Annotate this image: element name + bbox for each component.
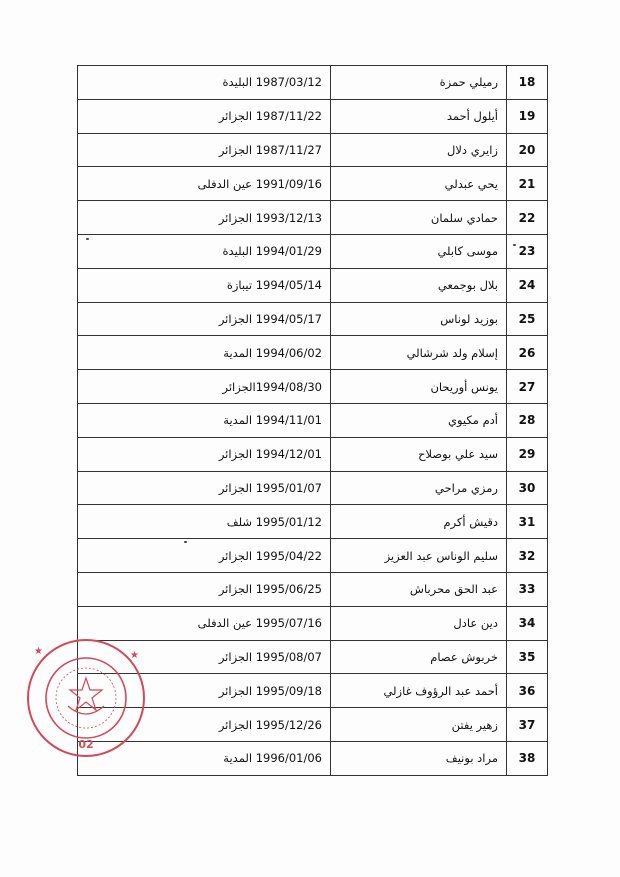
birth-date-place-cell: 1987/11/27 الجزائر (78, 134, 331, 168)
table-row (78, 742, 548, 776)
row-number-cell: 18 (507, 66, 548, 100)
table-row (78, 100, 548, 134)
birth-date-place-cell: 1995/07/16 عين الدفلى (78, 607, 331, 641)
birth-date-place-cell: 1996/01/06 المدية (78, 742, 331, 776)
name-cell: بوزيد لوناس (331, 303, 507, 337)
row-number-cell: 28 (507, 404, 548, 438)
name-cell: سيد علي بوصلاح (331, 438, 507, 472)
name-cell: دين عادل (331, 607, 507, 641)
name-cell: رمزي مراحي (331, 472, 507, 506)
name-cell: حمادي سلمان (331, 201, 507, 235)
name-cell: إسلام ولد شرشالي (331, 336, 507, 370)
birth-date-place-cell: 1995/09/18 الجزائر (78, 674, 331, 708)
birth-date-place-cell: 1994/05/14 تيبازة (78, 269, 331, 303)
birth-date-place-cell: 1993/12/13 الجزائر (78, 201, 331, 235)
row-number-cell: 36 (507, 674, 548, 708)
row-number-cell: 19 (507, 100, 548, 134)
speck (513, 244, 516, 246)
name-cell: خربوش عصام (331, 641, 507, 675)
name-cell: رميلي حمزة (331, 66, 507, 100)
birth-date-place-cell: 1995/06/25 الجزائر (78, 573, 331, 607)
row-number-cell: 35 (507, 641, 548, 675)
birth-date-place-cell: 1995/12/26 الجزائر (78, 708, 331, 742)
table-row (78, 539, 548, 573)
birth-date-place-cell: 1995/08/07 الجزائر (78, 641, 331, 675)
row-number-cell: 26 (507, 336, 548, 370)
table-row (78, 438, 548, 472)
table-row (78, 66, 548, 100)
row-number-cell: 22 (507, 201, 548, 235)
name-cell: عبد الحق محرباش (331, 573, 507, 607)
table-row (78, 370, 548, 404)
table-row (78, 134, 548, 168)
birth-date-place-cell: 1994/12/01 الجزائر (78, 438, 331, 472)
table-row (78, 167, 548, 201)
name-cell: يحي عبدلي (331, 167, 507, 201)
row-number-cell: 31 (507, 505, 548, 539)
birth-date-place-cell: 1991/09/16 عين الدفلى (78, 167, 331, 201)
table-row (78, 201, 548, 235)
stamp-number: 02 (78, 738, 94, 751)
row-number-cell: 34 (507, 607, 548, 641)
row-number-cell: 24 (507, 269, 548, 303)
table-row (78, 674, 548, 708)
birth-date-place-cell: 1994/06/02 المدية (78, 336, 331, 370)
row-number-cell: 30 (507, 472, 548, 506)
birth-date-place-cell: 1994/01/29 البليدة (78, 235, 331, 269)
birth-date-place-cell: 1995/04/22 الجزائر (78, 539, 331, 573)
table-row (78, 641, 548, 675)
speck (86, 238, 89, 240)
name-cell: دقيش أكرم (331, 505, 507, 539)
birth-date-place-cell: 1987/11/22 الجزائر (78, 100, 331, 134)
svg-text:★: ★ (34, 646, 43, 657)
birth-date-place-cell: 1994/11/01 المدية (78, 404, 331, 438)
birth-date-place-cell: 1995/01/12 شلف (78, 505, 331, 539)
row-number-cell: 33 (507, 573, 548, 607)
table-row (78, 607, 548, 641)
row-number-cell: 32 (507, 539, 548, 573)
name-cell: أحمد عبد الرؤوف غازلي (331, 674, 507, 708)
name-cell: أدم مكيوي (331, 404, 507, 438)
row-number-cell: 20 (507, 134, 548, 168)
row-number-cell: 23 (507, 235, 548, 269)
row-number-cell: 29 (507, 438, 548, 472)
name-cell: يونس أوريحان (331, 370, 507, 404)
svg-text:★: ★ (130, 650, 139, 661)
row-number-cell: 25 (507, 303, 548, 337)
table-row (78, 573, 548, 607)
official-stamp (24, 636, 148, 760)
row-number-cell: 38 (507, 742, 548, 776)
name-cell: سليم الوناس عبد العزيز (331, 539, 507, 573)
name-cell: زهير يفتن (331, 708, 507, 742)
name-cell: أيلول أحمد (331, 100, 507, 134)
birth-date-place-cell: 1994/08/30الجزائر (78, 370, 331, 404)
name-cell: بلال بوجمعي (331, 269, 507, 303)
birth-date-place-cell: 1994/05/17 الجزائر (78, 303, 331, 337)
table-row (78, 505, 548, 539)
birth-date-place-cell: 1995/01/07 الجزائر (78, 472, 331, 506)
row-number-cell: 27 (507, 370, 548, 404)
table-row (78, 269, 548, 303)
table-row (78, 404, 548, 438)
name-cell: موسى كابلي (331, 235, 507, 269)
table-row (78, 336, 548, 370)
birth-date-place-cell: 1987/03/12 البليدة (78, 66, 331, 100)
row-number-cell: 37 (507, 708, 548, 742)
row-number-cell: 21 (507, 167, 548, 201)
speck (184, 541, 187, 543)
table-row (78, 708, 548, 742)
table-row (78, 303, 548, 337)
name-cell: مراد بونيف (331, 742, 507, 776)
name-cell: زايري دلال (331, 134, 507, 168)
table-row (78, 235, 548, 269)
table-row (78, 472, 548, 506)
